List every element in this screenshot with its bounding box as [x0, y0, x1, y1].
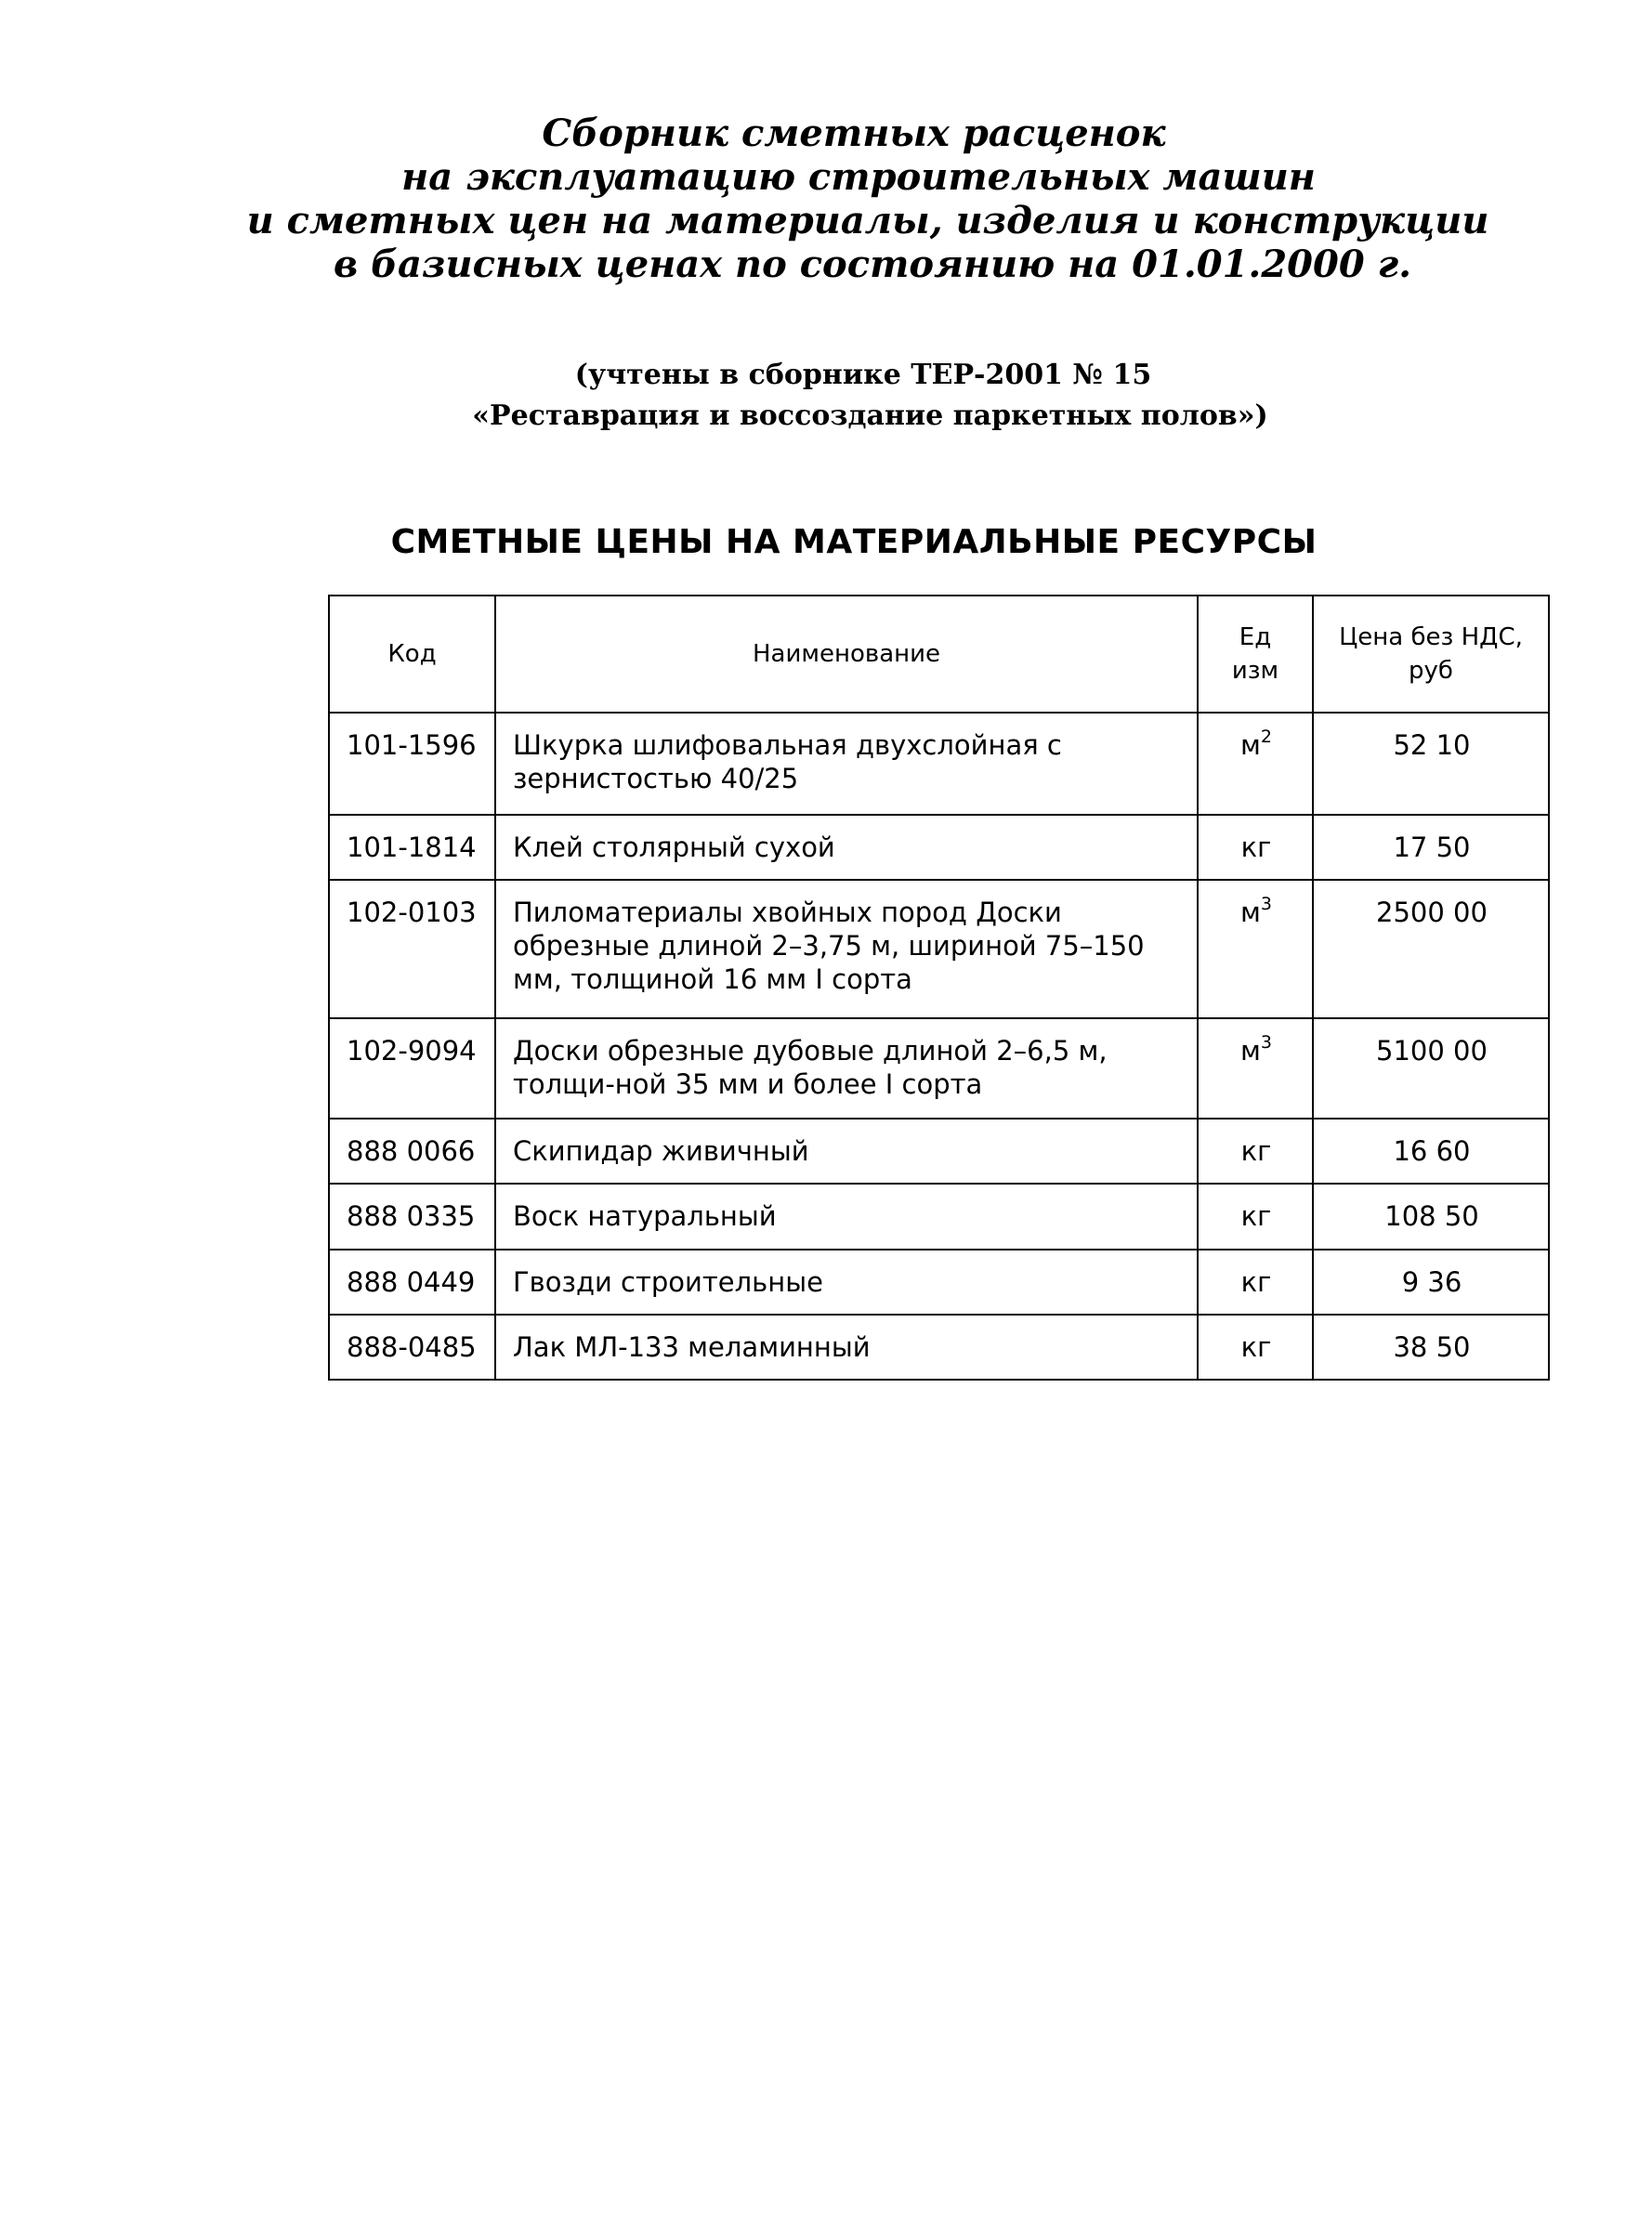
- cell-code: 101-1596: [329, 713, 495, 815]
- cell-price: 17 50: [1313, 815, 1549, 880]
- cell-code: 888 0066: [329, 1119, 495, 1184]
- cell-unit: [1198, 1250, 1313, 1315]
- table-header: [329, 596, 1549, 713]
- table-row: [329, 1315, 1549, 1380]
- unit-text: кг: [1240, 832, 1272, 863]
- cell-name: Лак МЛ-133 меламинный: [495, 1315, 1198, 1380]
- cell-unit: [1198, 713, 1313, 815]
- table-row: [329, 880, 1549, 1018]
- document-subtitle: [0, 355, 1652, 437]
- unit-text: м: [1240, 729, 1261, 761]
- table-row: [329, 1018, 1549, 1119]
- unit-text: кг: [1240, 1266, 1272, 1298]
- cell-unit: [1198, 1018, 1313, 1119]
- column-header-unit: [1198, 596, 1313, 713]
- cell-name: Шкурка шлифовальная двухслойная с зернистостью 40/25: [495, 713, 1198, 815]
- cell-code: 102-9094: [329, 1018, 495, 1119]
- unit-text: кг: [1240, 1331, 1272, 1363]
- unit-text: м: [1240, 897, 1261, 928]
- cell-name: Скипидар живичный: [495, 1119, 1198, 1184]
- cell-code: 888-0485: [329, 1315, 495, 1380]
- unit-exponent: 2: [1260, 727, 1272, 748]
- cell-code: 102-0103: [329, 880, 495, 1018]
- table-header-row: [329, 596, 1549, 713]
- column-header-price: [1313, 596, 1549, 713]
- cell-price: 9 36: [1313, 1250, 1549, 1315]
- title-line: на эксплуатацию строительных машин: [401, 155, 1316, 199]
- table-row: [329, 1184, 1549, 1250]
- cell-code: 888 0449: [329, 1250, 495, 1315]
- table-row: [329, 815, 1549, 880]
- subtitle-line: «Реставрация и воссоздание паркетных полов»): [472, 399, 1268, 432]
- column-header-code: Код: [329, 596, 495, 713]
- cell-price: 5100 00: [1313, 1018, 1549, 1119]
- cell-price: 2500 00: [1313, 880, 1549, 1018]
- column-header-name: Наименование: [495, 596, 1198, 713]
- table-row: [329, 713, 1549, 815]
- cell-unit: [1198, 1184, 1313, 1250]
- cell-unit: [1198, 1119, 1313, 1184]
- cell-unit: [1198, 815, 1313, 880]
- cell-price: 52 10: [1313, 713, 1549, 815]
- unit-exponent: 3: [1260, 1032, 1272, 1054]
- material-prices-table: [328, 595, 1550, 1381]
- column-header-price-line1: Цена без НДС,: [1339, 623, 1523, 651]
- cell-unit: [1198, 880, 1313, 1018]
- cell-name: Доски обрезные дубовые длиной 2–6,5 м, толщи-ной 35 мм и более I сорта: [495, 1018, 1198, 1119]
- table-body: [329, 713, 1549, 1380]
- cell-name: Гвозди строительные: [495, 1250, 1198, 1315]
- title-line: и сметных цен на материалы, изделия и конструкции: [246, 199, 1489, 242]
- section-heading: СМЕТНЫЕ ЦЕНЫ НА МАТЕРИАЛЬНЫЕ РЕСУРСЫ: [390, 523, 1318, 561]
- table-row: [329, 1119, 1549, 1184]
- cell-name: Клей столярный сухой: [495, 815, 1198, 880]
- unit-exponent: 3: [1260, 894, 1272, 915]
- subtitle-line: (учтены в сборнике ТЕР-2001 № 15: [574, 359, 1152, 391]
- table-row: [329, 1250, 1549, 1315]
- column-header-unit-line1: Ед: [1239, 623, 1272, 651]
- cell-price: 16 60: [1313, 1119, 1549, 1184]
- cell-unit: [1198, 1315, 1313, 1380]
- cell-code: 101-1814: [329, 815, 495, 880]
- cell-code: 888 0335: [329, 1184, 495, 1250]
- cell-price: 38 50: [1313, 1315, 1549, 1380]
- column-header-price-line2: руб: [1409, 657, 1453, 685]
- title-line: Сборник сметных расценок: [542, 111, 1166, 155]
- cell-name: Воск натуральный: [495, 1184, 1198, 1250]
- unit-text: м: [1240, 1035, 1261, 1067]
- cell-price: 108 50: [1313, 1184, 1549, 1250]
- cell-name: Пиломатериалы хвойных пород Доски обрезные длиной 2–3,75 м, шириной 75–150 мм, толщиной 16 мм I сорта: [495, 880, 1198, 1018]
- column-header-unit-line2: изм: [1231, 657, 1279, 685]
- unit-text: кг: [1240, 1200, 1272, 1232]
- title-line: в базисных ценах по состоянию на 01.01.2000 г.: [333, 242, 1412, 286]
- unit-text: кг: [1240, 1135, 1272, 1167]
- document-title: [0, 111, 1652, 286]
